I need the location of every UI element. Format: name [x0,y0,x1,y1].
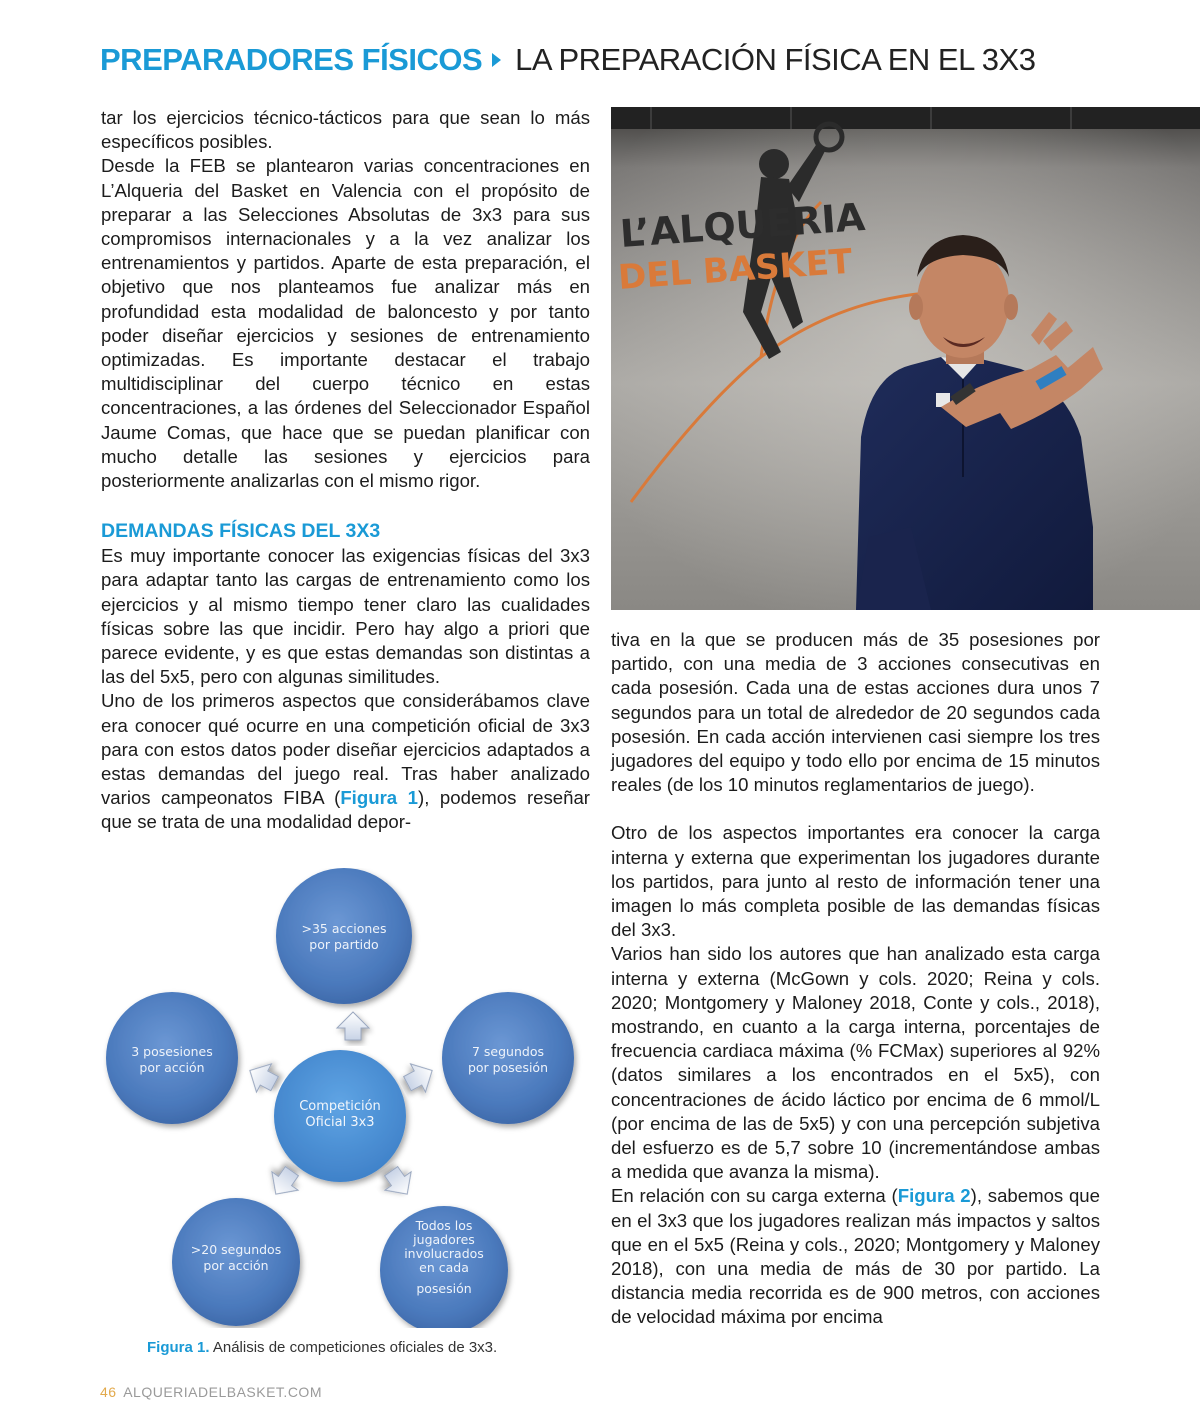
triangle-right-icon [492,53,501,67]
banner-line-2: DEL BASKET [616,241,854,298]
page-number: 46 [100,1384,117,1400]
coach-photo [611,107,1200,610]
arrow-down-right-icon [378,1162,420,1203]
paragraph: Varios han sido los autores que han analizado esta carga interna y externa (McGown y cols. 2020; Reina y cols. 2020; Montgomery y Maloney 2018, Conte y cols., 2018), mostrando, en cuanto a la carga interna, porcentajes de frecuencia cardiaca máxima (% FCMax) superiores al 92% (datos similares a los encontrados en el 5x5), con concentraciones de ácido láctico por encima de 6 mmol/L (por encima de las de 5x5) y con una percepción subjetiva del esfuerzo es de 5,7 sobre 10 (incrementándose ambas a medida que avanza la misma). [611,943,1100,1183]
svg-text:7 segundos: 7 segundos [471,1044,545,1059]
svg-text:en cada: en cada [419,1260,469,1275]
svg-text:involucrados: involucrados [404,1246,484,1261]
svg-text:>35 acciones: >35 acciones [301,921,387,936]
figure-label: Figura 1. [147,1339,210,1356]
arrow-right-icon [400,1056,440,1097]
node-right [442,992,574,1124]
article-title: LA PREPARACIÓN FÍSICA EN EL 3X3 [515,42,1036,77]
node-left [106,992,238,1124]
subheading: DEMANDAS FÍSICAS DEL 3X3 [101,520,381,543]
page-header [100,38,1035,82]
node-center [274,1050,406,1182]
svg-text:por posesión: por posesión [467,1060,549,1075]
section-label: PREPARADORES FÍSICOS [100,42,483,77]
svg-text:por acción: por acción [203,1258,269,1273]
figure-reference: Figura 1 [340,787,419,809]
paragraph: tar los ejercicios técnico-tácticos para que sean lo más específicos posibles. [101,107,590,153]
paragraph: Es muy importante conocer las exigencias físicas del 3x3 para adaptar tanto las cargas de entrenamiento como los ejercicios y al mismo tiempo tener claro las cualidades físicas sobre las que incidir. Pero hay algo a priori que parece evidente, y es que estas demandas son distintas a las del 5x5, pero con algunas similitudes. [101,545,590,688]
svg-text:jugadores: jugadores [413,1232,475,1247]
paragraph: Uno de los primeros aspectos que considerábamos clave era conocer qué ocurre en una competición oficial de 3x3 para con estos datos poder diseñar ejercicios adaptados a estas demandas del juego real. Tras haber analizado varios campeonatos FIBA (Figura 1), podemos reseñar que se trata de una modalidad depor- [101,690,590,833]
svg-text:Todos los: Todos los [415,1218,473,1233]
svg-text:3 posesiones: 3 posesiones [131,1044,213,1059]
figure-reference: Figura 2 [897,1185,971,1207]
svg-text:>20 segundos: >20 segundos [190,1242,282,1257]
svg-text:posesión: posesión [416,1281,472,1296]
svg-text:por partido: por partido [309,937,379,952]
arrow-up-icon [337,1012,369,1040]
right-column [611,628,1100,1330]
left-column [101,106,590,835]
arrow-down-left-icon [263,1162,305,1203]
paragraph: Otro de los aspectos importantes era conocer la carga interna y externa que experimentan los jugadores durante los partidos, para junto al resto de información tener una imagen lo más completa posible de las demandas físicas del 3x3. [611,822,1100,941]
caption-text: Análisis de competiciones oficiales de 3x3. [212,1339,498,1356]
page-footer [100,1384,322,1400]
node-bottom-right [380,1206,508,1328]
figure-caption [147,1339,497,1356]
paragraph: tiva en la que se producen más de 35 posesiones por partido, con una media de 3 acciones consecutivas en cada posesión. Cada una de estas acciones dura unos 7 segundos para un total de alrededor de 20 segundos cada posesión. En cada acción intervienen casi siempre los tres jugadores del equipo y todo ello por encima de 15 minutos reales (de los 10 minutos reglamentarios de juego). [611,629,1100,796]
website: ALQUERIADELBASKET.COM [123,1384,322,1400]
arrow-left-icon [242,1056,282,1097]
node-bottom-left [172,1198,300,1326]
paragraph: Desde la FEB se plantearon varias concentraciones en L’Alqueria del Basket en Valencia con el propósito de preparar a las Selecciones Absolutas de 3x3 para sus compromisos internacionales y a la vez analizar los entrenamientos y partidos. Aparte de esta preparación, el objetivo que nos planteamos fue analizar más en profundidad esta modalidad de baloncesto y por tanto poder diseñar ejercicios y sesiones de entrenamiento optimizadas. Es importante destacar el trabajo multidisciplinar del cuerpo técnico en estas concentraciones, a las órdenes del Seleccionador Español Jaume Comas, que hace que se puedan planificar con mucho detalle las sesiones y ejercicios para posteriormente analizarlas con el mismo rigor. [101,155,590,492]
banner-line-1: L’ALQUERIA [618,194,867,256]
figure-1-diagram [100,868,600,1328]
node-top [276,868,412,1004]
svg-text:Oficial 3x3: Oficial 3x3 [305,1115,375,1130]
svg-text:Competición: Competición [299,1099,381,1114]
svg-text:por acción: por acción [139,1060,205,1075]
paragraph: En relación con su carga externa (Figura 2), sabemos que en el 3x3 que los jugadores realizan más impactos y saltos que en el 5x5 (Reina y cols., 2020; Montgomery y Maloney 2018), con una media de más de 30 por partido. La distancia media recorrida es de 900 metros, con acciones de velocidad máxima por encima [611,1185,1100,1328]
